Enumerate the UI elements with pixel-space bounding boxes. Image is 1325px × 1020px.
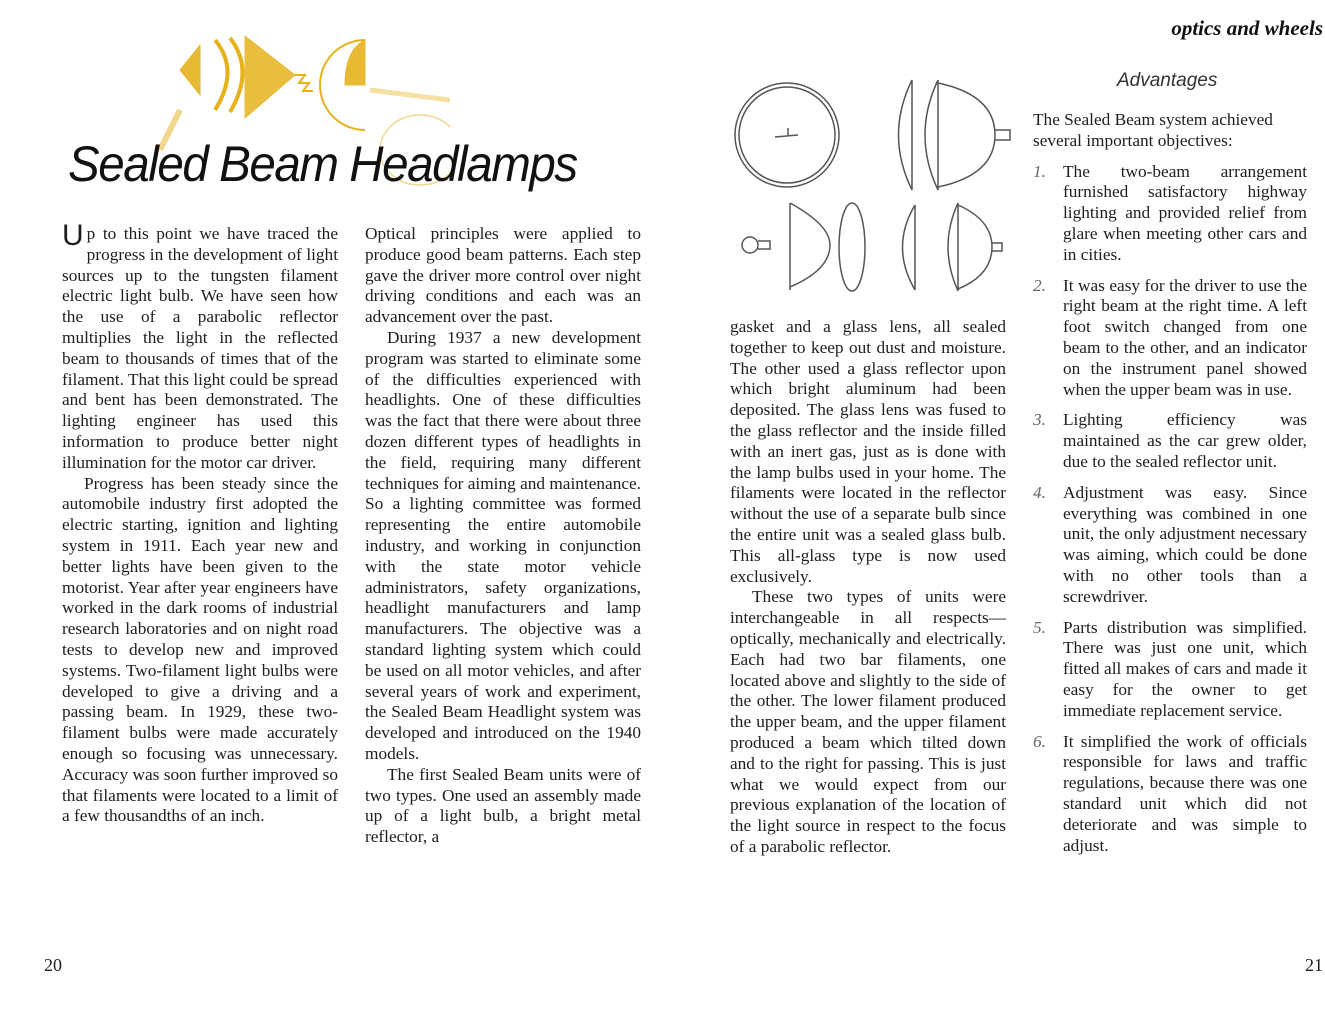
left-column-2 xyxy=(365,224,641,848)
advantages-column xyxy=(1033,110,1307,856)
page-title: Sealed Beam Headlamps xyxy=(68,136,577,192)
advantages-intro: The Sealed Beam system achieved several important objectives: xyxy=(1033,110,1273,150)
paragraph: The first Sealed Beam units were of two types. One used an assembly made up of a light bulb, a bright metal reflector, a xyxy=(365,764,641,847)
list-item xyxy=(1033,732,1307,857)
list-item xyxy=(1033,162,1307,266)
item-text: The two-beam arrangement furnished satisfactory highway lighting and provided relief from glare when meeting other cars and in cities. xyxy=(1063,161,1307,264)
paragraph xyxy=(62,219,338,474)
paragraph: Optical principles were applied to produce good beam patterns. Each step gave the driver more control over night driving conditions and each was an advancement over the past. xyxy=(365,224,641,327)
item-text: Parts distribution was simplified. There was just one unit, which fitted all makes of cars and made it easy for the owner to get immediate replacement service. xyxy=(1063,617,1307,720)
paragraph: gasket and a glass lens, all sealed together to keep out dust and moisture. The other used a glass reflector upon which bright aluminum had been deposited. The glass lens was fused to the glass reflector and the inside filled with an inert gas, just as is done with the lamp bulbs used in your home. The filaments were located in the reflector without the use of a separate bulb since the entire unit was a sealed glass bulb. This all-glass type is now used exclusively. xyxy=(730,317,1006,586)
item-number: 1. xyxy=(1033,161,1046,181)
item-text: Lighting efficiency was maintained as the car grew older, due to the sealed reflector unit. xyxy=(1063,410,1307,471)
running-head: optics and wheels xyxy=(1171,16,1323,40)
list-item xyxy=(1033,276,1307,401)
page-number-right: 21 xyxy=(1305,955,1323,975)
drop-cap: U xyxy=(62,219,84,252)
list-item xyxy=(1033,618,1307,722)
item-text: It was easy for the driver to use the right beam at the right time. A left foot switch changed from one beam to the other, and an indicator on the instrument panel showed when the upper beam was in use. xyxy=(1063,275,1307,399)
left-column-1 xyxy=(62,219,338,827)
item-number: 5. xyxy=(1033,617,1046,637)
paragraph: Progress has been steady since the automobile industry first adopted the electric starting, ignition and lighting system in 1911. Each year new and better lights have been given to the motorist. Year after year engineers have worked in the dark rooms of industrial research laboratories and on night road tests to develop new and improved systems. Two-filament light bulbs were developed to give a driving and a passing beam. In 1929, these two-filament bulbs were made accurately enough so focusing was unnecessary. Accuracy was soon further improved so that filaments were located to a limit of a few thousandths of an inch. xyxy=(62,473,338,826)
list-item xyxy=(1033,483,1307,608)
page-number-left: 20 xyxy=(44,955,62,975)
item-number: 6. xyxy=(1033,731,1046,751)
item-text: It simplified the work of officials responsible for laws and traffic regulations, because there was one standard unit which did not deteriorate and was simple to adjust. xyxy=(1063,731,1307,855)
item-number: 3. xyxy=(1033,410,1046,430)
item-number: 2. xyxy=(1033,275,1046,295)
paragraph-text: p to this point we have traced the progress in the development of light sources up to the tungsten filament electric light bulb. We have seen how the use of a parabolic reflector multiplies the light in the reflected beam to thousands of times that of the filament. That this light could be spread and bent has been demonstrated. The lighting engineer has used this information to produce better night illumination for the motor car driver. xyxy=(62,224,338,472)
paragraph: These two types of units were interchangeable in all respects—optically, mechanically and electrically. Each had two bar filaments, one located above and slightly to the side of the other. The lower filament produced the upper beam, and the upper filament produced a beam which tilted down and to the right for passing. This is just what we would expect from our previous explanation of the location of the light source in respect to the focus of a parabolic reflector. xyxy=(730,587,1006,856)
list-item xyxy=(1033,410,1307,472)
item-number: 4. xyxy=(1033,482,1046,502)
sealed-beam-parts-illustration xyxy=(730,75,1020,300)
right-column-1 xyxy=(730,317,1006,858)
item-text: Adjustment was easy. Since everything was combined in one unit, the only adjustment necessary was aiming, which could be done with no other tools than a screwdriver. xyxy=(1063,482,1307,606)
advantages-heading: Advantages xyxy=(1117,70,1218,91)
paragraph: During 1937 a new development program was started to eliminate some of the difficulties experienced with headlights. One of these difficulties was the fact that there were about three dozen different types of headlights in the field, requiring many different techniques for aiming and maintenance. So a lighting committee was formed representing the entire automobile industry, and working in conjunction with the state motor vehicle administrators, safety organizations, headlight manufacturers and lamp manufacturers. The objective was a standard lighting system which could be used on all motor vehicles, and after several years of work and experiment, the Sealed Beam Headlight system was developed and introduced on the 1940 models. xyxy=(365,327,641,763)
